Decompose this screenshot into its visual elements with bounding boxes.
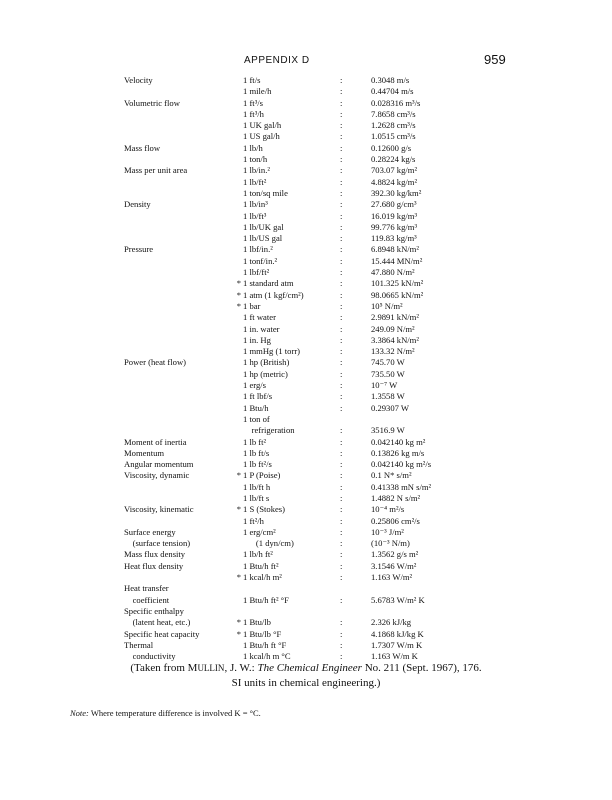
table-row <box>0 538 612 549</box>
table-row <box>0 109 612 120</box>
unit-cell: 1 UK gal/h <box>243 120 282 131</box>
si-value-cell: 10⁻⁷ W <box>371 380 398 391</box>
colon-separator: : <box>340 617 343 628</box>
table-row <box>0 256 612 267</box>
si-value-cell: 2.326 kJ/kg <box>371 617 412 628</box>
unit-cell: 1 lb/UK gal <box>243 221 284 232</box>
running-header: APPENDIX D <box>244 55 310 66</box>
si-value-cell: 0.042140 kg m²/s <box>371 459 432 470</box>
si-value-cell: 98.0665 kN/m² <box>371 289 424 300</box>
unit-cell: refrigeration <box>243 425 295 436</box>
si-value-cell: 392.30 kg/km² <box>371 187 422 198</box>
si-value-cell: 0.13826 kg m/s <box>371 447 425 458</box>
conversion-table <box>0 75 612 662</box>
colon-separator: : <box>340 526 343 537</box>
si-value-cell: 10⁻³ J/m² <box>371 526 404 537</box>
colon-separator: : <box>340 120 343 131</box>
si-value-cell: 6.8948 kN/m² <box>371 244 419 255</box>
colon-separator: : <box>340 334 343 345</box>
colon-separator: : <box>340 346 343 357</box>
si-value-cell: 7.8658 cm³/s <box>371 108 416 119</box>
colon-separator: : <box>340 221 343 232</box>
si-value-cell: 2.9891 kN/m² <box>371 312 419 323</box>
colon-separator: : <box>340 142 343 153</box>
colon-separator: : <box>340 300 343 311</box>
table-row <box>0 595 612 606</box>
colon-separator: : <box>340 199 343 210</box>
unit-cell: 1 hp (British) <box>243 357 290 368</box>
si-value-cell: 0.042140 kg m² <box>371 436 426 447</box>
unit-cell: 1 ft lbf/s <box>243 391 273 402</box>
unit-cell: 1 S (Stokes) <box>243 504 286 515</box>
unit-cell: 1 lb/ft h <box>243 481 271 492</box>
table-row <box>0 131 612 142</box>
quantity-cell: Mass flow <box>124 142 161 153</box>
colon-separator: : <box>340 549 343 560</box>
table-row <box>0 380 612 391</box>
quantity-cell: Heat flux density <box>124 560 184 571</box>
table-row <box>0 177 612 188</box>
table-row <box>0 549 612 560</box>
colon-separator: : <box>340 176 343 187</box>
table-row <box>0 640 612 651</box>
unit-cell: 1 P (Poise) <box>243 470 281 481</box>
unit-cell: 1 Btu/h <box>243 402 269 413</box>
si-value-cell: 0.028316 m³/s <box>371 97 421 108</box>
footnote <box>70 708 261 718</box>
unit-cell: 1 in. Hg <box>243 334 271 345</box>
colon-separator: : <box>340 594 343 605</box>
quantity-cell: coefficient <box>124 594 170 605</box>
si-value-cell: 1.4882 N s/m² <box>371 492 421 503</box>
colon-separator: : <box>340 436 343 447</box>
si-value-cell: 0.41338 mN s/m² <box>371 481 432 492</box>
si-value-cell: 745.70 W <box>371 357 405 368</box>
table-row <box>0 504 612 515</box>
unit-cell: 1 in. water <box>243 323 280 334</box>
page-number: 959 <box>484 52 506 67</box>
colon-separator: : <box>340 368 343 379</box>
colon-separator: : <box>340 425 343 436</box>
unit-cell: 1 lb ft²/s <box>243 459 272 470</box>
si-value-cell: 1.3558 W <box>371 391 405 402</box>
quantity-cell: Momentum <box>124 447 165 458</box>
quantity-cell: Heat transfer <box>124 583 169 594</box>
colon-separator: : <box>340 492 343 503</box>
si-value-cell: 10⁵ N/m² <box>371 300 403 311</box>
exact-marker: * <box>236 617 241 628</box>
table-row <box>0 211 612 222</box>
unit-cell: 1 lb/ft² <box>243 176 267 187</box>
colon-separator: : <box>340 278 343 289</box>
quantity-cell: Power (heat flow) <box>124 357 187 368</box>
unit-cell: 1 bar <box>243 300 261 311</box>
colon-separator: : <box>340 380 343 391</box>
unit-cell: 1 lbf/in.² <box>243 244 273 255</box>
unit-cell: 1 US gal/h <box>243 131 280 142</box>
colon-separator: : <box>340 267 343 278</box>
quantity-cell: Viscosity, dynamic <box>124 470 190 481</box>
caption-line-1: (Taken from MULLIN, J. W.: The Chemical Engineer No. 211 (Sept. 1967), 176. <box>130 662 482 674</box>
si-value-cell: 101.325 kN/m² <box>371 278 424 289</box>
colon-separator: : <box>340 572 343 583</box>
colon-separator: : <box>340 154 343 165</box>
quantity-cell: Velocity <box>124 75 153 85</box>
table-row <box>0 75 612 86</box>
quantity-cell: Density <box>124 199 151 210</box>
unit-cell: 1 standard atm <box>243 278 294 289</box>
table-row <box>0 606 612 617</box>
table-row <box>0 86 612 97</box>
unit-cell: 1 lb/in.² <box>243 165 270 176</box>
table-row <box>0 278 612 289</box>
table-row <box>0 391 612 402</box>
unit-cell: 1 lb/ft³ <box>243 210 267 221</box>
table-row <box>0 222 612 233</box>
si-value-cell: (10⁻³ N/m) <box>371 538 410 549</box>
unit-cell: 1 mmHg (1 torr) <box>243 346 301 357</box>
si-value-cell: 1.0515 cm³/s <box>371 131 416 142</box>
table-row <box>0 290 612 301</box>
author-name: MULLIN <box>187 662 225 674</box>
si-value-cell: 16.019 kg/m³ <box>371 210 418 221</box>
table-row <box>0 357 612 368</box>
colon-separator: : <box>340 447 343 458</box>
si-value-cell: 0.28224 kg/s <box>371 154 416 165</box>
table-row <box>0 572 612 583</box>
table-row <box>0 165 612 176</box>
exact-marker: * <box>236 300 241 311</box>
unit-cell: 1 lb/ft s <box>243 492 270 503</box>
colon-separator: : <box>340 75 343 85</box>
si-value-cell: 4.8824 kg/m² <box>371 176 418 187</box>
unit-cell: 1 Btu/lb <box>243 617 271 628</box>
unit-cell: 1 Btu/h ft °F <box>243 639 287 650</box>
si-value-cell: 0.25806 cm²/s <box>371 515 420 526</box>
note-text: Where temperature difference is involved K = °C. <box>88 708 261 718</box>
quantity-cell: (latent heat, etc.) <box>124 617 191 628</box>
si-value-cell: 735.50 W <box>371 368 405 379</box>
unit-cell: 1 lb ft² <box>243 436 267 447</box>
si-value-cell: 3.3864 kN/m² <box>371 334 419 345</box>
colon-separator: : <box>340 97 343 108</box>
colon-separator: : <box>340 459 343 470</box>
quantity-cell: Specific enthalpy <box>124 605 184 616</box>
si-value-cell: 0.1 N* s/m² <box>371 470 412 481</box>
table-row <box>0 437 612 448</box>
table-row <box>0 527 612 538</box>
quantity-cell: (surface tension) <box>124 538 191 549</box>
unit-cell: 1 lb ft/s <box>243 447 270 458</box>
note-label: Note: <box>70 708 89 718</box>
unit-cell: 1 lb/h ft² <box>243 549 273 560</box>
table-row <box>0 335 612 346</box>
table-row <box>0 120 612 131</box>
unit-cell: 1 mile/h <box>243 86 272 97</box>
si-value-cell: 99.776 kg/m³ <box>371 221 418 232</box>
colon-separator: : <box>340 323 343 334</box>
si-value-cell: 1.3562 g/s m² <box>371 549 419 560</box>
unit-cell: 1 erg/cm² <box>243 526 276 537</box>
table-row <box>0 617 612 628</box>
exact-marker: * <box>236 628 241 639</box>
colon-separator: : <box>340 651 343 662</box>
colon-separator: : <box>340 560 343 571</box>
table-row <box>0 448 612 459</box>
table-row <box>0 470 612 481</box>
table-row <box>0 459 612 470</box>
si-value-cell: 0.44704 m/s <box>371 86 414 97</box>
table-row <box>0 561 612 572</box>
colon-separator: : <box>340 470 343 481</box>
si-value-cell: 27.680 g/cm³ <box>371 199 417 210</box>
journal-title: The Chemical Engineer <box>257 662 362 674</box>
table-row <box>0 369 612 380</box>
unit-cell: 1 ton/sq mile <box>243 187 288 198</box>
caption-line-2: SI units in chemical engineering.) <box>231 677 381 689</box>
si-value-cell: 3516.9 W <box>371 425 405 436</box>
unit-cell: 1 ft²/h <box>243 515 264 526</box>
si-value-cell: 703.07 kg/m² <box>371 165 418 176</box>
exact-marker: * <box>236 289 241 300</box>
table-row <box>0 301 612 312</box>
si-value-cell: 133.32 N/m² <box>371 346 415 357</box>
unit-cell: 1 ft³/h <box>243 108 264 119</box>
colon-separator: : <box>340 289 343 300</box>
table-row <box>0 414 612 425</box>
quantity-cell: Specific heat capacity <box>124 628 200 639</box>
unit-cell: 1 ft water <box>243 312 276 323</box>
quantity-cell: Moment of inertia <box>124 436 187 447</box>
table-row <box>0 312 612 323</box>
colon-separator: : <box>340 233 343 244</box>
quantity-cell: Surface energy <box>124 526 176 537</box>
si-value-cell: 0.12600 g/s <box>371 142 412 153</box>
table-row <box>0 629 612 640</box>
colon-separator: : <box>340 165 343 176</box>
table-row <box>0 98 612 109</box>
si-value-cell: 0.3048 m/s <box>371 75 410 85</box>
table-row <box>0 324 612 335</box>
colon-separator: : <box>340 187 343 198</box>
colon-separator: : <box>340 391 343 402</box>
unit-cell: 1 Btu/h ft² °F <box>243 594 289 605</box>
table-row <box>0 425 612 436</box>
colon-separator: : <box>340 628 343 639</box>
quantity-cell: conductivity <box>124 651 176 662</box>
si-value-cell: 249.09 N/m² <box>371 323 415 334</box>
colon-separator: : <box>340 481 343 492</box>
table-row <box>0 233 612 244</box>
unit-cell: 1 Btu/lb °F <box>243 628 282 639</box>
quantity-cell: Mass flux density <box>124 549 186 560</box>
quantity-cell: Viscosity, kinematic <box>124 504 194 515</box>
table-row <box>0 516 612 527</box>
unit-cell: 1 ft/s <box>243 75 261 85</box>
si-value-cell: 1.2628 cm³/s <box>371 120 416 131</box>
table-row <box>0 583 612 594</box>
colon-separator: : <box>340 210 343 221</box>
unit-cell: 1 tonf/in.² <box>243 255 278 266</box>
quantity-cell: Mass per unit area <box>124 165 188 176</box>
table-row <box>0 188 612 199</box>
unit-cell: 1 lb/in³ <box>243 199 268 210</box>
table-row <box>0 267 612 278</box>
colon-separator: : <box>340 86 343 97</box>
source-caption <box>0 661 612 691</box>
quantity-cell: Angular momentum <box>124 459 194 470</box>
si-value-cell: 3.1546 W/m² <box>371 560 417 571</box>
table-row <box>0 482 612 493</box>
unit-cell: (1 dyn/cm) <box>243 538 294 549</box>
si-value-cell: 0.29307 W <box>371 402 410 413</box>
exact-marker: * <box>236 504 241 515</box>
si-value-cell: 47.880 N/m² <box>371 267 415 278</box>
colon-separator: : <box>340 312 343 323</box>
quantity-cell: Pressure <box>124 244 154 255</box>
unit-cell: 1 Btu/h ft² <box>243 560 279 571</box>
unit-cell: 1 kcal/h m² <box>243 572 282 583</box>
unit-cell: 1 ton/h <box>243 154 268 165</box>
si-value-cell: 5.6783 W/m² K <box>371 594 425 605</box>
si-value-cell: 1.7307 W/m K <box>371 639 423 650</box>
table-row <box>0 199 612 210</box>
table-row <box>0 154 612 165</box>
table-row <box>0 143 612 154</box>
exact-marker: * <box>236 278 241 289</box>
si-value-cell: 10⁻⁴ m²/s <box>371 504 405 515</box>
colon-separator: : <box>340 255 343 266</box>
exact-marker: * <box>236 470 241 481</box>
quantity-cell: Thermal <box>124 639 154 650</box>
unit-cell: 1 erg/s <box>243 380 266 391</box>
si-value-cell: 119.83 kg/m³ <box>371 233 417 244</box>
exact-marker: * <box>236 572 241 583</box>
si-value-cell: 15.444 MN/m² <box>371 255 423 266</box>
table-row <box>0 244 612 255</box>
colon-separator: : <box>340 639 343 650</box>
colon-separator: : <box>340 504 343 515</box>
colon-separator: : <box>340 515 343 526</box>
si-value-cell: 4.1868 kJ/kg K <box>371 628 424 639</box>
unit-cell: 1 ft³/s <box>243 97 264 108</box>
colon-separator: : <box>340 244 343 255</box>
table-row <box>0 346 612 357</box>
colon-separator: : <box>340 131 343 142</box>
unit-cell: 1 lb/h <box>243 142 263 153</box>
colon-separator: : <box>340 108 343 119</box>
unit-cell: 1 hp (metric) <box>243 368 288 379</box>
quantity-cell: Volumetric flow <box>124 97 180 108</box>
unit-cell: 1 lbf/ft² <box>243 267 270 278</box>
unit-cell: 1 kcal/h m °C <box>243 651 291 662</box>
table-row <box>0 403 612 414</box>
unit-cell: 1 ton of <box>243 413 270 424</box>
colon-separator: : <box>340 538 343 549</box>
unit-cell: 1 lb/US gal <box>243 233 283 244</box>
table-row <box>0 493 612 504</box>
si-value-cell: 1.163 W/m² <box>371 572 413 583</box>
colon-separator: : <box>340 357 343 368</box>
unit-cell: 1 atm (1 kgf/cm²) <box>243 289 304 300</box>
si-value-cell: 1.163 W/m K <box>371 651 418 662</box>
colon-separator: : <box>340 402 343 413</box>
